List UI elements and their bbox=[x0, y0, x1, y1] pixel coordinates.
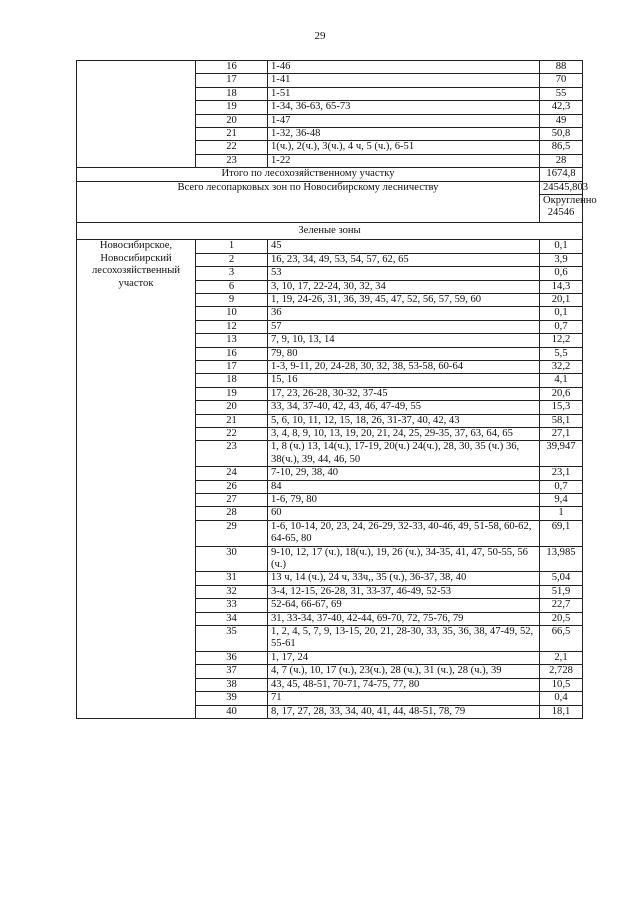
area-value: 51,9 bbox=[540, 585, 583, 598]
quarter-number: 26 bbox=[196, 480, 268, 493]
quarter-number: 20 bbox=[196, 114, 268, 127]
parcel-list: 36 bbox=[268, 307, 540, 320]
quarter-number: 10 bbox=[196, 307, 268, 320]
parcel-list: 1-6, 79, 80 bbox=[268, 494, 540, 507]
area-value: 13,985 bbox=[540, 546, 583, 572]
quarter-number: 31 bbox=[196, 572, 268, 585]
parcel-list: 1, 19, 24-26, 31, 36, 39, 45, 47, 52, 56, 57, 59, 60 bbox=[268, 293, 540, 306]
quarter-number: 21 bbox=[196, 414, 268, 427]
area-value: 39,947 bbox=[540, 441, 583, 467]
region-name: Новосибирское, Новосибирский лесохозяйственный участок bbox=[77, 240, 196, 719]
quarter-number: 16 bbox=[196, 347, 268, 360]
quarter-number: 30 bbox=[196, 546, 268, 572]
parcel-list: 15, 16 bbox=[268, 374, 540, 387]
quarter-number: 17 bbox=[196, 360, 268, 373]
area-value: 0,4 bbox=[540, 692, 583, 705]
area-value: 15,3 bbox=[540, 401, 583, 414]
parcel-list: 1-22 bbox=[268, 154, 540, 167]
area-value: 20,6 bbox=[540, 387, 583, 400]
parcel-list: 1-47 bbox=[268, 114, 540, 127]
parcel-list: 60 bbox=[268, 507, 540, 520]
parcel-list: 1-6, 10-14, 20, 23, 24, 26-29, 32-33, 40-46, 49, 51-58, 60-62, 64-65, 80 bbox=[268, 520, 540, 546]
parcel-list: 1-34, 36-63, 65-73 bbox=[268, 101, 540, 114]
parcel-list: 8, 17, 27, 28, 33, 34, 40, 41, 44, 48-51, 78, 79 bbox=[268, 705, 540, 718]
quarter-number: 28 bbox=[196, 507, 268, 520]
parcel-list: 52-64, 66-67, 69 bbox=[268, 599, 540, 612]
quarter-number: 38 bbox=[196, 678, 268, 691]
parcel-list: 13 ч, 14 (ч.), 24 ч, 33ч,, 35 (ч.), 36-37, 38, 40 bbox=[268, 572, 540, 585]
total-row bbox=[77, 181, 583, 194]
quarter-number: 13 bbox=[196, 334, 268, 347]
table-row bbox=[77, 240, 583, 253]
parcel-list: 43, 45, 48-51, 70-71, 74-75, 77, 80 bbox=[268, 678, 540, 691]
area-value: 3,9 bbox=[540, 253, 583, 266]
parcel-list: 5, 6, 10, 11, 12, 15, 18, 26, 31-37, 40, 42, 43 bbox=[268, 414, 540, 427]
totals-block bbox=[77, 168, 597, 240]
quarter-number: 2 bbox=[196, 253, 268, 266]
page-number: 29 bbox=[314, 30, 326, 42]
quarter-number: 23 bbox=[196, 441, 268, 467]
area-value: 66,5 bbox=[540, 626, 583, 652]
section-title-row bbox=[77, 222, 583, 239]
parcel-list: 3, 4, 8, 9, 10, 13, 19, 20, 21, 24, 25, 29-35, 37, 63, 64, 65 bbox=[268, 427, 540, 440]
parcel-list: 1-46 bbox=[268, 61, 540, 74]
quarter-number: 18 bbox=[196, 374, 268, 387]
parcel-list: 1-32, 36-48 bbox=[268, 128, 540, 141]
parcel-list: 3, 10, 17, 22-24, 30, 32, 34 bbox=[268, 280, 540, 293]
parcel-list: 1, 8 (ч.) 13, 14(ч.), 17-19, 20(ч.) 24(ч.), 28, 30, 35 (ч.) 36, 38(ч.), 39, 44, 46, 50 bbox=[268, 441, 540, 467]
quarter-number: 32 bbox=[196, 585, 268, 598]
parcel-list: 1(ч.), 2(ч.), 3(ч.), 4 ч, 5 (ч.), 6-51 bbox=[268, 141, 540, 154]
quarter-number: 9 bbox=[196, 293, 268, 306]
quarter-number: 17 bbox=[196, 74, 268, 87]
parcel-list: 3-4, 12-15, 26-28, 31, 33-37, 46-49, 52-53 bbox=[268, 585, 540, 598]
quarter-number: 3 bbox=[196, 267, 268, 280]
area-value: 20,5 bbox=[540, 612, 583, 625]
quarter-number: 21 bbox=[196, 128, 268, 141]
area-value: 5,5 bbox=[540, 347, 583, 360]
quarter-number: 22 bbox=[196, 427, 268, 440]
area-value: 2,1 bbox=[540, 651, 583, 664]
parcel-list: 57 bbox=[268, 320, 540, 333]
subtotal-row bbox=[77, 168, 583, 181]
quarter-number: 36 bbox=[196, 651, 268, 664]
area-value: 32,2 bbox=[540, 360, 583, 373]
quarter-number: 12 bbox=[196, 320, 268, 333]
total-value: 24545,803 bbox=[540, 181, 583, 194]
area-value: 20,1 bbox=[540, 293, 583, 306]
area-value: 4,1 bbox=[540, 374, 583, 387]
quarter-number: 19 bbox=[196, 387, 268, 400]
total-rounded: Округленно 24546 bbox=[540, 195, 583, 223]
empty-region-cell bbox=[77, 61, 196, 168]
quarter-number: 23 bbox=[196, 154, 268, 167]
parcel-list: 79, 80 bbox=[268, 347, 540, 360]
area-value: 55 bbox=[540, 87, 583, 100]
area-value: 86,5 bbox=[540, 141, 583, 154]
area-value: 1 bbox=[540, 507, 583, 520]
quarter-number: 27 bbox=[196, 494, 268, 507]
area-value: 0,1 bbox=[540, 307, 583, 320]
parcel-list: 16, 23, 34, 49, 53, 54, 57, 62, 65 bbox=[268, 253, 540, 266]
parcel-list: 9-10, 12, 17 (ч.), 18(ч.), 19, 26 (ч.), 34-35, 41, 47, 50-55, 56 (ч.) bbox=[268, 546, 540, 572]
area-value: 0,7 bbox=[540, 480, 583, 493]
quarter-number: 22 bbox=[196, 141, 268, 154]
table-row bbox=[77, 61, 583, 74]
area-value: 23,1 bbox=[540, 467, 583, 480]
green-zones-block bbox=[77, 240, 583, 719]
quarter-number: 29 bbox=[196, 520, 268, 546]
area-value: 5,04 bbox=[540, 572, 583, 585]
area-value: 27,1 bbox=[540, 427, 583, 440]
parcel-list: 33, 34, 37-40, 42, 43, 46, 47-49, 55 bbox=[268, 401, 540, 414]
area-value: 0,7 bbox=[540, 320, 583, 333]
quarter-number: 39 bbox=[196, 692, 268, 705]
parcel-list: 31, 33-34, 37-40, 42-44, 69-70, 72, 75-76, 79 bbox=[268, 612, 540, 625]
area-value: 88 bbox=[540, 61, 583, 74]
area-value: 28 bbox=[540, 154, 583, 167]
quarter-number: 34 bbox=[196, 612, 268, 625]
quarter-number: 40 bbox=[196, 705, 268, 718]
area-value: 69,1 bbox=[540, 520, 583, 546]
quarter-number: 37 bbox=[196, 665, 268, 678]
area-value: 14,3 bbox=[540, 280, 583, 293]
quarter-number: 1 bbox=[196, 240, 268, 253]
area-value: 50,8 bbox=[540, 128, 583, 141]
quarter-number: 20 bbox=[196, 401, 268, 414]
area-value: 58,1 bbox=[540, 414, 583, 427]
area-value: 22,7 bbox=[540, 599, 583, 612]
parcel-list: 84 bbox=[268, 480, 540, 493]
parcel-list: 1-3, 9-11, 20, 24-28, 30, 32, 38, 53-58, 60-64 bbox=[268, 360, 540, 373]
parcel-list: 1-51 bbox=[268, 87, 540, 100]
area-value: 70 bbox=[540, 74, 583, 87]
total-label: Всего лесопарковых зон по Новосибирскому лесничеству bbox=[77, 181, 540, 222]
first-block bbox=[77, 61, 583, 168]
area-value: 49 bbox=[540, 114, 583, 127]
quarter-number: 18 bbox=[196, 87, 268, 100]
section-title: Зеленые зоны bbox=[77, 222, 583, 239]
area-value: 12,2 bbox=[540, 334, 583, 347]
subtotal-value: 1674,8 bbox=[540, 168, 583, 181]
subtotal-label: Итого по лесохозяйственному участку bbox=[77, 168, 540, 181]
forest-zones-table bbox=[76, 60, 597, 719]
quarter-number: 24 bbox=[196, 467, 268, 480]
parcel-list: 1-41 bbox=[268, 74, 540, 87]
quarter-number: 19 bbox=[196, 101, 268, 114]
area-value: 0,6 bbox=[540, 267, 583, 280]
parcel-list: 7, 9, 10, 13, 14 bbox=[268, 334, 540, 347]
parcel-list: 7-10, 29, 38, 40 bbox=[268, 467, 540, 480]
quarter-number: 33 bbox=[196, 599, 268, 612]
parcel-list: 53 bbox=[268, 267, 540, 280]
parcel-list: 45 bbox=[268, 240, 540, 253]
quarter-number: 35 bbox=[196, 626, 268, 652]
area-value: 18,1 bbox=[540, 705, 583, 718]
parcel-list: 71 bbox=[268, 692, 540, 705]
area-value: 9,4 bbox=[540, 494, 583, 507]
parcel-list: 4, 7 (ч.), 10, 17 (ч.), 23(ч.), 28 (ч.), 31 (ч.), 28 (ч.), 39 bbox=[268, 665, 540, 678]
parcel-list: 17, 23, 26-28, 30-32, 37-45 bbox=[268, 387, 540, 400]
quarter-number: 16 bbox=[196, 61, 268, 74]
area-value: 2,728 bbox=[540, 665, 583, 678]
area-value: 10,5 bbox=[540, 678, 583, 691]
parcel-list: 1, 17, 24 bbox=[268, 651, 540, 664]
area-value: 42,3 bbox=[540, 101, 583, 114]
quarter-number: 6 bbox=[196, 280, 268, 293]
parcel-list: 1, 2, 4, 5, 7, 9, 13-15, 20, 21, 28-30, 33, 35, 36, 38, 47-49, 52, 55-61 bbox=[268, 626, 540, 652]
area-value: 0,1 bbox=[540, 240, 583, 253]
